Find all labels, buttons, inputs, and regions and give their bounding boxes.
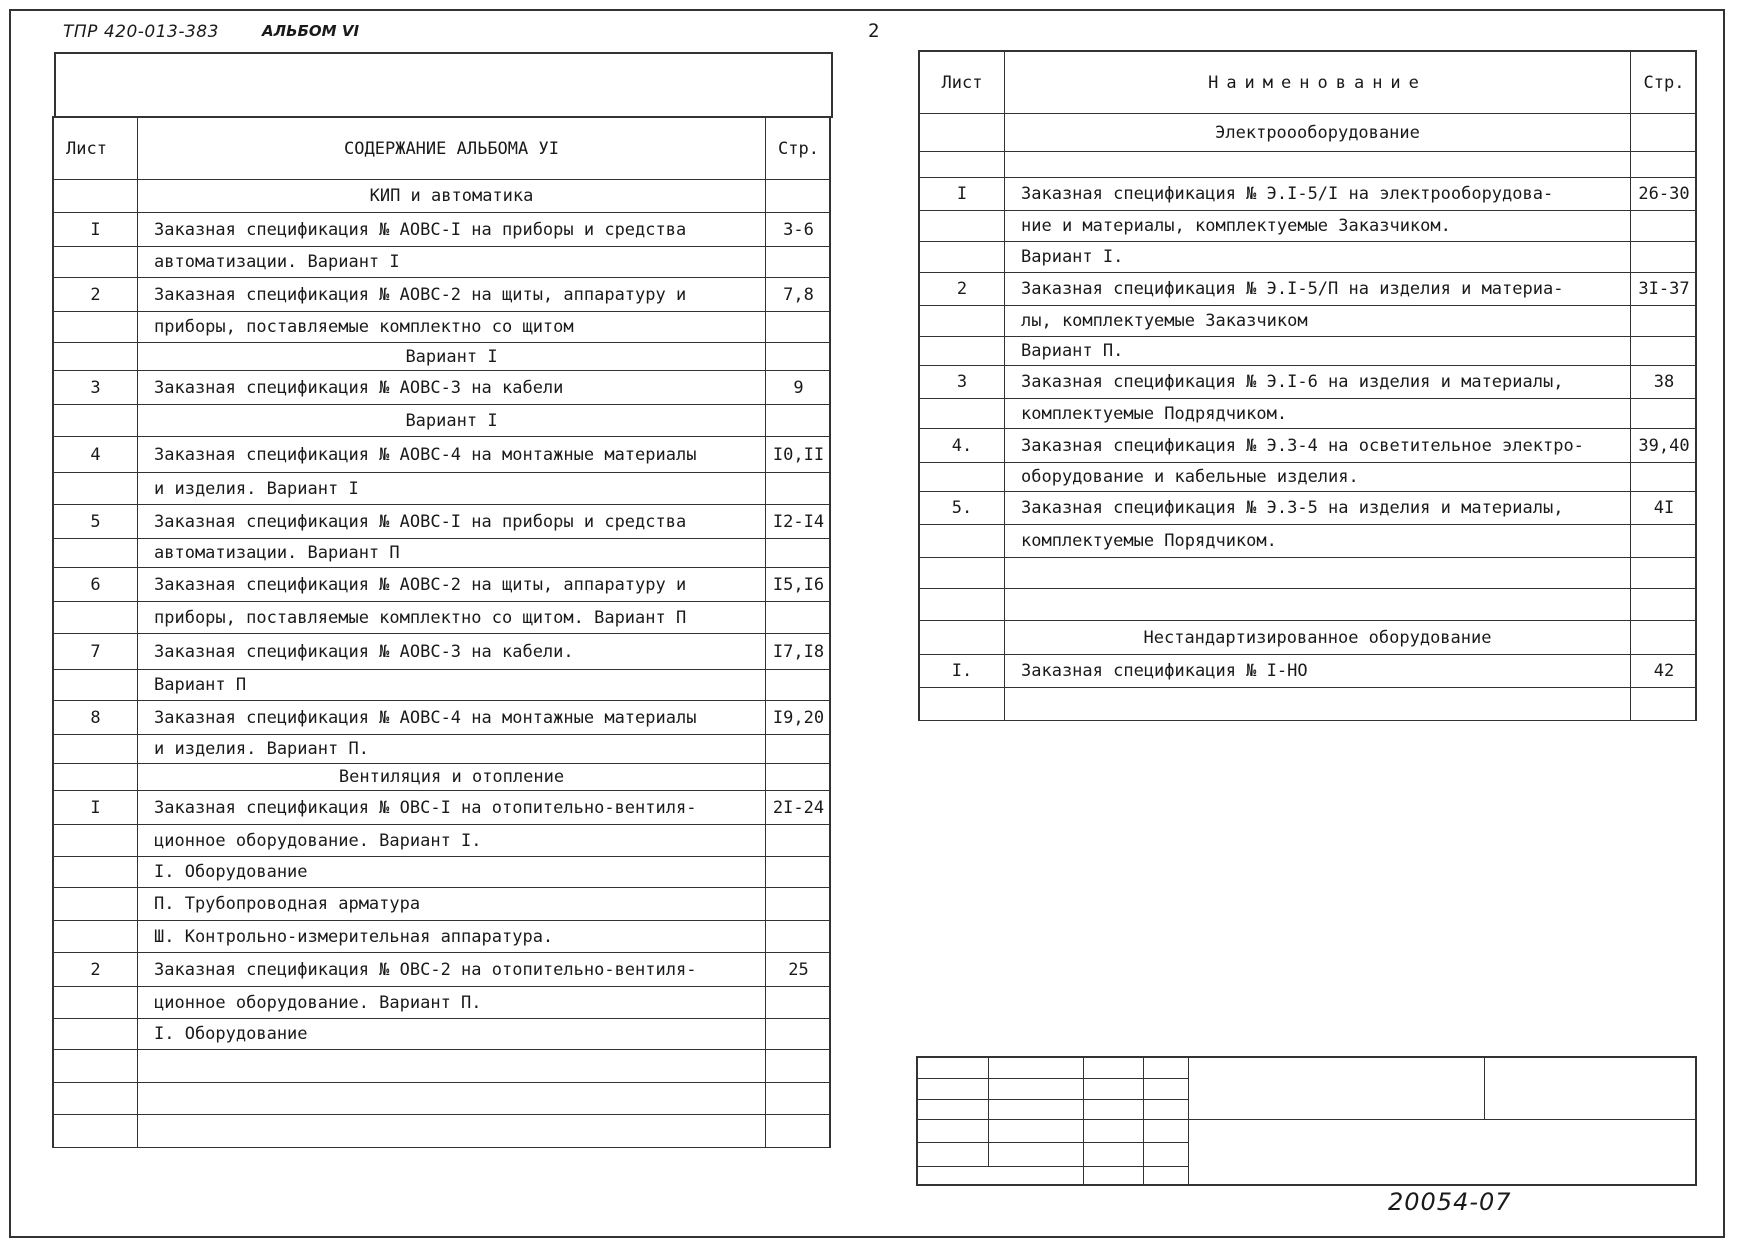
item-name: приборы, поставляемые комплектно со щитом. Вариант П: [138, 602, 766, 633]
header-title: Наименование: [1005, 52, 1631, 113]
item-name: и изделия. Вариант П.: [138, 735, 766, 763]
sheet-number: [918, 558, 1005, 588]
sheet-number: [918, 242, 1005, 272]
item-name: Заказная спецификация № АОВС-4 на монтажные материалы: [138, 437, 766, 472]
page-range: [766, 921, 831, 952]
table-row: [918, 273, 1697, 306]
page-range: [766, 825, 831, 856]
section-title: КИП и автоматика: [138, 180, 766, 212]
sheet-number: 3: [918, 366, 1005, 398]
sheet-number: 2: [918, 273, 1005, 305]
item-name: Заказная спецификация № Э.I-5/П на изделия и материа-: [1005, 273, 1631, 305]
item-name: Заказная спецификация № АОВС-3 на кабели: [138, 371, 766, 404]
sheet-number: [52, 602, 138, 633]
sheet-number: [52, 888, 138, 920]
page-range: 25: [766, 953, 831, 986]
sheet-number: [918, 152, 1005, 177]
item-name: Заказная спецификация № ОВС-2 на отопительно-вентиля-: [138, 953, 766, 986]
sheet-number: 3: [52, 371, 138, 404]
page-range: [766, 764, 831, 790]
page-range: 39,40: [1631, 429, 1697, 462]
sheet-number: [52, 1115, 138, 1147]
sheet-number: 7: [52, 634, 138, 669]
page-range: [766, 670, 831, 700]
page-range: [1631, 114, 1697, 151]
page-range: [766, 247, 831, 277]
sheet-number: I.: [918, 655, 1005, 687]
table-row: [52, 1019, 831, 1050]
sheet-number: [52, 857, 138, 887]
table-row: [918, 337, 1697, 366]
item-name: Заказная спецификация № АОВС-3 на кабели.: [138, 634, 766, 669]
item-name: Заказная спецификация № Э.I-6 на изделия и материалы,: [1005, 366, 1631, 398]
item-name: Ш. Контрольно-измерительная аппаратура.: [138, 921, 766, 952]
table-row: [52, 539, 831, 568]
table-row: [52, 701, 831, 735]
page-range: [1631, 463, 1697, 491]
item-name: Вариант П: [138, 670, 766, 700]
sheet-number: [52, 473, 138, 504]
table-row: [52, 1115, 831, 1148]
table-row: [52, 278, 831, 312]
album-label: АЛЬБОМ VI: [262, 22, 360, 40]
page-range: 9: [766, 371, 831, 404]
table-row: [52, 180, 831, 213]
page-range: [766, 888, 831, 920]
sheet-number: [52, 343, 138, 370]
sheet-number: [52, 1083, 138, 1114]
table-row: [918, 306, 1697, 337]
item-name: автоматизации. Вариант П: [138, 539, 766, 567]
page-range: [1631, 337, 1697, 365]
section-title: Нестандартизированное оборудование: [1005, 621, 1631, 654]
item-name: Вариант I.: [1005, 242, 1631, 272]
table-row: [918, 492, 1697, 525]
sheet-number: [52, 735, 138, 763]
sheet-number: [918, 306, 1005, 336]
sheet-number: [918, 463, 1005, 491]
header-sheet: Лист: [918, 52, 1005, 113]
item-name: Заказная спецификация № Э.I-5/I на электрооборудова-: [1005, 178, 1631, 210]
sheet-number: [52, 1050, 138, 1082]
page-range: I5,I6: [766, 568, 831, 601]
sheet-number: [52, 825, 138, 856]
sheet-number: [918, 114, 1005, 151]
table-row: [918, 589, 1697, 621]
table-row: [52, 371, 831, 405]
table-row: [918, 655, 1697, 688]
item-name: [1005, 688, 1631, 720]
page-range: 3I-37: [1631, 273, 1697, 305]
item-name: автоматизации. Вариант I: [138, 247, 766, 277]
sheet-number: I: [918, 178, 1005, 210]
sheet-number: [52, 405, 138, 436]
table-header-row: [918, 50, 1697, 114]
page-range: [766, 857, 831, 887]
item-name: Заказная спецификация № АОВС-2 на щиты, аппаратуру и: [138, 278, 766, 311]
table-row: [52, 888, 831, 921]
sheet-number: [918, 337, 1005, 365]
page-range: [1631, 621, 1697, 654]
table-row: [52, 987, 831, 1019]
page-range: [1631, 152, 1697, 177]
sheet-number: 2: [52, 953, 138, 986]
handwritten-number: 20054-07: [1388, 1188, 1512, 1216]
section-title: Вариант I: [138, 343, 766, 370]
table-row: [918, 621, 1697, 655]
page-range: [766, 1050, 831, 1082]
sheet-number: 2: [52, 278, 138, 311]
item-name: [1005, 589, 1631, 620]
page-range: [766, 312, 831, 342]
table-row: [918, 152, 1697, 178]
sheet-number: [52, 764, 138, 790]
sheet-number: [52, 1019, 138, 1049]
item-name: ционное оборудование. Вариант П.: [138, 987, 766, 1018]
sheet-number: [52, 987, 138, 1018]
table-row: [918, 463, 1697, 492]
item-name: [138, 1083, 766, 1114]
table-row: [52, 1083, 831, 1115]
table-row: [52, 568, 831, 602]
table-row: [52, 602, 831, 634]
item-name: Заказная спецификация № АОВС-I на приборы и средства: [138, 213, 766, 246]
item-name: Заказная спецификация № АОВС-I на приборы и средства: [138, 505, 766, 538]
header-title: СОДЕРЖАНИЕ АЛЬБОМА УI: [138, 118, 766, 179]
sheet-number: [918, 589, 1005, 620]
item-name: Заказная спецификация № Э.3-5 на изделия и материалы,: [1005, 492, 1631, 524]
sheet-number: 8: [52, 701, 138, 734]
item-name: Заказная спецификация № АОВС-4 на монтажные материалы: [138, 701, 766, 734]
table-row: [918, 242, 1697, 273]
sheet-number: [52, 539, 138, 567]
item-name: П. Трубопроводная арматура: [138, 888, 766, 920]
table-row: [918, 178, 1697, 211]
table-row: [918, 688, 1697, 721]
item-name: Вариант П.: [1005, 337, 1631, 365]
title-block-stamp: [916, 1056, 1697, 1186]
table-row: [52, 857, 831, 888]
page-range: [766, 180, 831, 212]
table-row: [52, 473, 831, 505]
page-range: I2-I4: [766, 505, 831, 538]
sheet-number: [52, 921, 138, 952]
sheet-number: [918, 525, 1005, 557]
item-name: Заказная спецификация № ОВС-I на отопительно-вентиля-: [138, 791, 766, 824]
item-name: Заказная спецификация № АОВС-2 на щиты, аппаратуру и: [138, 568, 766, 601]
page-range: 3-6: [766, 213, 831, 246]
table-header-row: [52, 116, 831, 180]
page-range: [1631, 399, 1697, 428]
page-range: 42: [1631, 655, 1697, 687]
sheet-number: [918, 211, 1005, 241]
item-name: Заказная спецификация № I-НО: [1005, 655, 1631, 687]
item-name: I. Оборудование: [138, 857, 766, 887]
page-range: [766, 1115, 831, 1147]
page-range: 38: [1631, 366, 1697, 398]
table-row: [52, 825, 831, 857]
table-row: [52, 670, 831, 701]
page-range: [766, 987, 831, 1018]
sheet-number: 4: [52, 437, 138, 472]
page-range: [766, 602, 831, 633]
table-row: [918, 366, 1697, 399]
table-row: [918, 558, 1697, 589]
contents-table-right: [918, 50, 1697, 721]
section-title: Вентиляция и отопление: [138, 764, 766, 790]
table-row: [52, 791, 831, 825]
page-range: [1631, 688, 1697, 720]
page-range: I7,I8: [766, 634, 831, 669]
table-row: [52, 1050, 831, 1083]
table-row: [918, 399, 1697, 429]
page-range: [1631, 589, 1697, 620]
page-range: I0,II: [766, 437, 831, 472]
sheet-number: [918, 621, 1005, 654]
table-row: [52, 634, 831, 670]
table-row: [52, 735, 831, 764]
header-page: Стр.: [1631, 52, 1697, 113]
item-name: комплектуемые Подрядчиком.: [1005, 399, 1631, 428]
table-row: [52, 405, 831, 437]
left-table-top-box: [54, 52, 833, 118]
sheet-number: I: [52, 791, 138, 824]
document-code: ТПР 420-013-383: [63, 22, 219, 42]
table-row: [52, 247, 831, 278]
table-row: [52, 764, 831, 791]
page-range: [766, 1019, 831, 1049]
item-name: [138, 1050, 766, 1082]
sheet-number: [52, 670, 138, 700]
page-number: 2: [868, 20, 880, 42]
page-range: 26-30: [1631, 178, 1697, 210]
page-range: [1631, 242, 1697, 272]
item-name: Заказная спецификация № Э.3-4 на осветительное электро-: [1005, 429, 1631, 462]
page-range: [1631, 525, 1697, 557]
page-range: [1631, 211, 1697, 241]
sheet-number: [52, 180, 138, 212]
table-row: [918, 429, 1697, 463]
contents-table-left: [52, 116, 831, 1148]
table-row: [52, 312, 831, 343]
header-page: Стр.: [766, 118, 831, 179]
item-name: оборудование и кабельные изделия.: [1005, 463, 1631, 491]
header-sheet: Лист: [52, 118, 138, 179]
item-name: [1005, 558, 1631, 588]
table-row: [52, 213, 831, 247]
table-row: [52, 437, 831, 473]
sheet-number: 6: [52, 568, 138, 601]
item-name: I. Оборудование: [138, 1019, 766, 1049]
item-name: приборы, поставляемые комплектно со щитом: [138, 312, 766, 342]
table-row: [52, 505, 831, 539]
table-row: [52, 953, 831, 987]
sheet-number: 5: [52, 505, 138, 538]
item-name: ние и материалы, комплектуемые Заказчиком.: [1005, 211, 1631, 241]
page-range: 4I: [1631, 492, 1697, 524]
item-name: лы, комплектуемые Заказчиком: [1005, 306, 1631, 336]
page-range: [766, 343, 831, 370]
sheet-number: 4.: [918, 429, 1005, 462]
page-range: 7,8: [766, 278, 831, 311]
page-range: I9,20: [766, 701, 831, 734]
page-range: [766, 473, 831, 504]
sheet-number: [52, 247, 138, 277]
table-row: [918, 114, 1697, 152]
table-row: [52, 921, 831, 953]
page-range: 2I-24: [766, 791, 831, 824]
sheet-number: I: [52, 213, 138, 246]
section-title: Электроооборудование: [1005, 114, 1631, 151]
section-title: Вариант I: [138, 405, 766, 436]
page-range: [766, 1083, 831, 1114]
sheet-number: [918, 688, 1005, 720]
table-row: [918, 525, 1697, 558]
item-name: ционное оборудование. Вариант I.: [138, 825, 766, 856]
item-name: комплектуемые Порядчиком.: [1005, 525, 1631, 557]
page-range: [766, 539, 831, 567]
table-row: [52, 343, 831, 371]
sheet-number: [918, 399, 1005, 428]
sheet-number: 5.: [918, 492, 1005, 524]
table-row: [918, 211, 1697, 242]
page-range: [1631, 306, 1697, 336]
item-name: и изделия. Вариант I: [138, 473, 766, 504]
item-name: [1005, 152, 1631, 177]
page-range: [1631, 558, 1697, 588]
sheet-number: [52, 312, 138, 342]
page-range: [766, 405, 831, 436]
page-range: [766, 735, 831, 763]
item-name: [138, 1115, 766, 1147]
